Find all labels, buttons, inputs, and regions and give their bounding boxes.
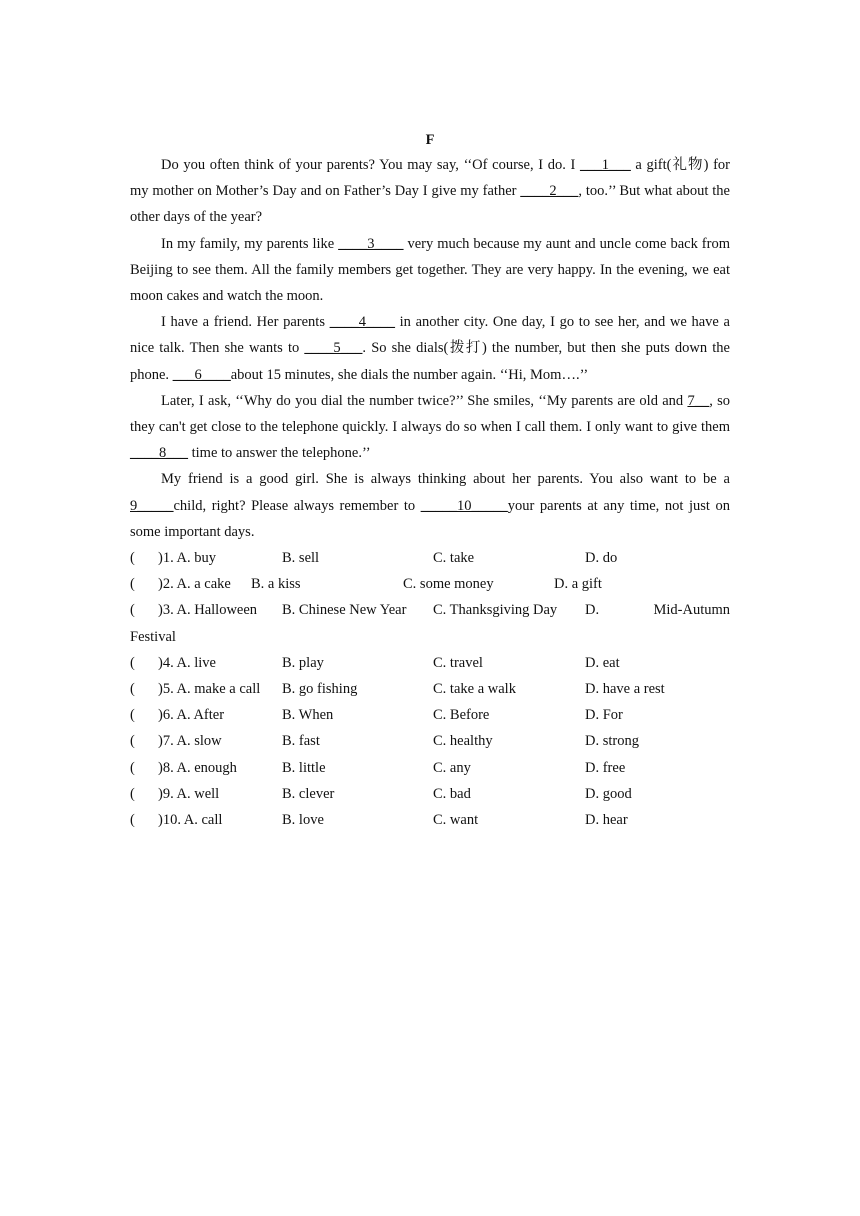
blank-5: ____5___: [304, 340, 363, 357]
option-c: C. travel: [433, 654, 483, 671]
option-d: D. free: [585, 759, 626, 776]
question-item-7: [130, 728, 730, 754]
paragraph-3: [130, 309, 730, 388]
answer-paren: (: [130, 811, 135, 828]
text: your parents at any time, not just on some important days.: [130, 497, 730, 540]
question-item-4: [130, 650, 730, 676]
answer-paren: (: [130, 602, 135, 619]
option-b: B. love: [282, 811, 324, 828]
option-d-text: Mid-Autumn: [653, 602, 730, 619]
blank-4: ____4____: [329, 314, 395, 331]
answer-paren: (: [130, 785, 135, 802]
option-c: C. Before: [433, 707, 490, 724]
option-d: D. For: [585, 707, 623, 724]
blank-1: ___1___: [580, 157, 631, 173]
text: Do you often think of your parents? You may say, ‘‘Of course, I do. I: [161, 157, 581, 173]
option-a: )9. A. well: [158, 785, 220, 802]
option-a: )7. A. slow: [158, 733, 222, 750]
option-b: B. clever: [282, 785, 335, 802]
blank-6: ___6____: [172, 366, 231, 383]
blank-9: 9_____: [130, 497, 174, 514]
text: , too.’’ But what about the other days of the year?: [130, 183, 730, 226]
answer-paren: (: [130, 654, 135, 671]
text: , so they can't get close to the telephone quickly. I always do so when I call them. I only want to give them: [130, 392, 730, 436]
option-b: B. little: [282, 759, 326, 776]
answer-paren: (: [130, 707, 135, 724]
text: time to answer the telephone.’’: [188, 445, 371, 462]
text: My friend is a good girl. She is always thinking about her parents. You also want to be a: [161, 471, 730, 488]
text: . So she dials(拨打) the number, but then she puts down the phone.: [130, 340, 730, 383]
text: very much because my aunt and uncle come back from Beijing to see them. All the family members get together. They are very happy. In the evening, we eat moon cakes and watch the moon.: [130, 235, 730, 305]
option-d: D. do: [585, 550, 618, 567]
option-a: )10. A. call: [158, 811, 223, 828]
blank-7: 7__: [687, 392, 710, 409]
answer-paren: (: [130, 759, 135, 776]
answer-paren: (: [130, 733, 135, 750]
question-item-5: [130, 676, 730, 702]
option-a: )4. A. live: [158, 654, 216, 671]
option-a: )8. A. enough: [158, 759, 237, 776]
section-heading: F: [425, 132, 435, 148]
text: a gift(礼物) for my mother on Mother’s Day and on Father’s Day I give my father: [130, 157, 730, 200]
question-item-2: [130, 571, 730, 597]
option-b: B. sell: [282, 550, 320, 567]
text: I have a friend. Her parents: [161, 314, 330, 331]
blank-8: ____8___: [130, 445, 188, 462]
answer-paren: (: [130, 550, 135, 567]
option-a: )5. A. make a call: [158, 680, 261, 697]
text: Later, I ask, ‘‘Why do you dial the number twice?’’ She smiles, ‘‘My parents are old and: [161, 392, 688, 409]
paragraph-2: [130, 231, 730, 310]
paragraph-4: [130, 388, 730, 467]
option-b: B. go fishing: [282, 680, 358, 697]
question-list: [130, 545, 730, 833]
option-b: B. a kiss: [251, 576, 301, 593]
paragraph-5: [130, 466, 730, 545]
blank-2: ____2___: [520, 183, 579, 200]
answer-paren: (: [130, 576, 135, 593]
option-d: D. strong: [585, 733, 639, 750]
document-page: [130, 128, 730, 833]
option-d: D. good: [585, 785, 632, 802]
option-b: B. play: [282, 654, 324, 671]
option-c: C. want: [433, 811, 479, 828]
blank-10: _____10_____: [420, 497, 508, 514]
option-a: )1. A. buy: [158, 550, 216, 567]
blank-3: ____3____: [338, 235, 404, 252]
question-item-9: [130, 781, 730, 807]
option-c: C. bad: [433, 785, 471, 802]
option-c: C. take: [433, 550, 475, 567]
question-item-8: [130, 755, 730, 781]
option-b: B. Chinese New Year: [282, 602, 407, 619]
answer-paren: (: [130, 680, 135, 697]
option-b: B. fast: [282, 733, 320, 750]
option-a: )2. A. a cake: [158, 576, 231, 593]
option-c: C. Thanksgiving Day: [433, 602, 558, 619]
option-c: C. take a walk: [433, 680, 516, 697]
question-item-1: [130, 545, 730, 571]
question-item-3: [130, 597, 730, 623]
option-d-continuation: Festival: [130, 628, 176, 645]
text: in another city. One day, I go to see her, and we have a nice talk. Then she wants to: [130, 314, 730, 357]
text: child, right? Please always remember to: [173, 497, 421, 514]
option-d: D. eat: [585, 654, 620, 671]
option-d: D. a gift: [554, 576, 602, 593]
option-c: C. healthy: [433, 733, 493, 750]
option-d-letter: D.: [585, 602, 600, 619]
option-c: C. any: [433, 759, 471, 776]
option-d: D. hear: [585, 811, 628, 828]
text: about 15 minutes, she dials the number again. ‘‘Hi, Mom….’’: [230, 366, 589, 383]
paragraph-1: [130, 152, 730, 231]
option-c: C. some money: [403, 576, 494, 593]
option-b: B. When: [282, 707, 334, 724]
option-d: D. have a rest: [585, 680, 665, 697]
text: In my family, my parents like: [161, 235, 339, 252]
option-a: )3. A. Halloween: [158, 602, 258, 619]
question-item-6: [130, 702, 730, 728]
question-item-10: [130, 807, 730, 833]
option-a: )6. A. After: [158, 707, 225, 724]
